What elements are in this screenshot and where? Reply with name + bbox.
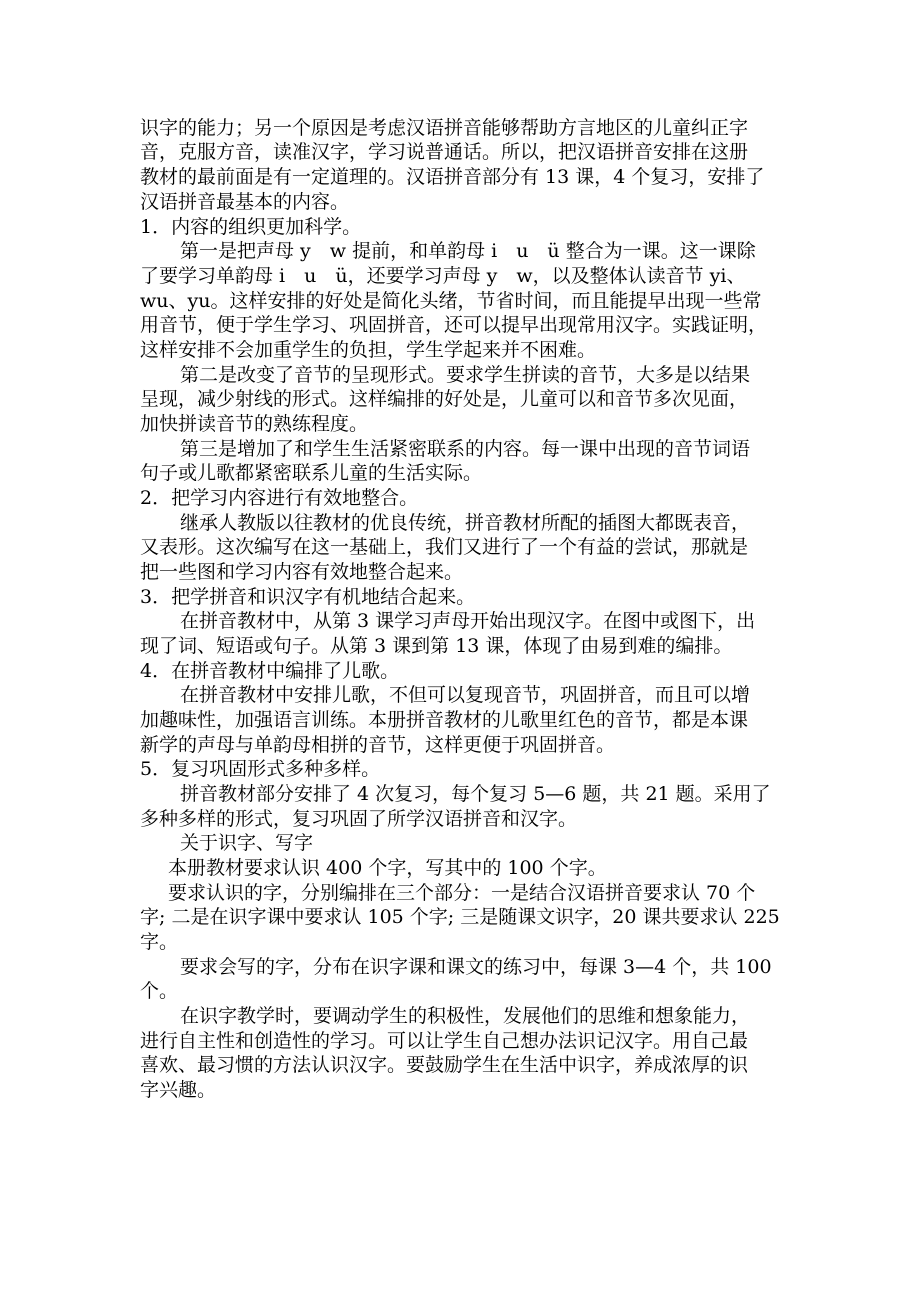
text-line: 字。 bbox=[140, 931, 179, 953]
text-line: 进行自主性和创造性的学习。可以让学生自己想办法识记汉字。用自己最 bbox=[140, 1030, 749, 1052]
text-line: 句子或儿歌都紧密联系儿童的生活实际。 bbox=[140, 462, 483, 484]
text-line: 拼音教材部分安排了 4 次复习，每个复习 5—6 题，共 21 题。采用了 bbox=[180, 783, 771, 805]
section-heading: 3．把学拼音和识汉字有机地结合起来。 bbox=[140, 586, 476, 608]
text-line: 这样安排不会加重学生的负担，学生学起来并不困难。 bbox=[140, 339, 597, 361]
text-line: 本册教材要求认识 400 个字，写其中的 100 个字。 bbox=[168, 857, 607, 879]
text-line: 呈现，减少射线的形式。这样编排的好处是，儿童可以和音节多次见面， bbox=[140, 388, 749, 410]
text-line: 识字的能力；另一个原因是考虑汉语拼音能够帮助方言地区的儿童纠正字 bbox=[140, 117, 749, 139]
text-line: 现了词、短语或句子。从第 3 课到第 13 课，体现了由易到难的编排。 bbox=[140, 635, 733, 657]
text-line: 用音节，便于学生学习、巩固拼音，还可以提早出现常用汉字。实践证明， bbox=[140, 314, 768, 336]
text-line: 加快拼读音节的熟练程度。 bbox=[140, 413, 369, 435]
text-line: 教材的最前面是有一定道理的。汉语拼音部分有 13 课，4 个复习，安排了 bbox=[140, 166, 765, 188]
text-line: 汉语拼音最基本的内容。 bbox=[140, 191, 350, 213]
text-line: 在拼音教材中安排儿歌，不但可以复现音节，巩固拼音，而且可以增 bbox=[180, 684, 751, 706]
text-line: 第二是改变了音节的呈现形式。要求学生拼读的音节，大多是以结果 bbox=[180, 364, 751, 386]
text-line: 又表形。这次编写在这一基础上，我们又进行了一个有益的尝试，那就是 bbox=[140, 536, 749, 558]
section-heading: 4．在拼音教材中编排了儿歌。 bbox=[140, 660, 400, 682]
text-line: 音，克服方音，读准汉字，学习说普通话。所以，把汉语拼音安排在这册 bbox=[140, 141, 749, 163]
text-line: 多种多样的形式，复习巩固了所学汉语拼音和汉字。 bbox=[140, 808, 578, 830]
text-line: 了要学习单韵母 i u ü，还要学习声母 y w，以及整体认读音节 yi、 bbox=[140, 265, 746, 287]
text-line: 要求会写的字，分布在识字课和课文的练习中，每课 3—4 个，共 100 bbox=[180, 956, 772, 978]
text-line: 字; 二是在识字课中要求认 105 个字; 三是随课文识字，20 课共要求认 225 bbox=[140, 906, 780, 928]
text-line: 要求认识的字，分别编排在三个部分：一是结合汉语拼音要求认 70 个 bbox=[168, 882, 756, 904]
text-line: 在拼音教材中，从第 3 课学习声母开始出现汉字。在图中或图下，出 bbox=[180, 610, 756, 632]
text-line: 在识字教学时，要调动学生的积极性，发展他们的思维和想象能力， bbox=[180, 1005, 751, 1027]
section-heading: 2．把学习内容进行有效地整合。 bbox=[140, 487, 419, 509]
text-line: 加趣味性，加强语言训练。本册拼音教材的儿歌里红色的音节，都是本课 bbox=[140, 709, 749, 731]
text-line: 个。 bbox=[140, 980, 179, 1002]
text-line: 新学的声母与单韵母相拼的音节，这样更便于巩固拼音。 bbox=[140, 734, 616, 756]
text-line: 把一些图和学习内容有效地整合起来。 bbox=[140, 561, 464, 583]
section-heading: 5．复习巩固形式多种多样。 bbox=[140, 758, 381, 780]
text-line: 继承人教版以往教材的优良传统，拼音教材所配的插图大都既表音， bbox=[180, 512, 751, 534]
section-heading: 关于识字、写字 bbox=[180, 832, 314, 854]
text-line: wu、yu。这样安排的好处是简化头绪，节省时间，而且能提早出现一些常 bbox=[140, 290, 762, 312]
text-line: 第一是把声母 y w 提前，和单韵母 i u ü 整合为一课。这一课除 bbox=[180, 240, 756, 262]
text-line: 字兴趣。 bbox=[140, 1079, 217, 1101]
section-heading: 1．内容的组织更加科学。 bbox=[140, 216, 362, 238]
text-line: 第三是增加了和学生生活紧密联系的内容。每一课中出现的音节词语 bbox=[180, 438, 751, 460]
text-line: 喜欢、最习惯的方法认识汉字。要鼓励学生在生活中识字，养成浓厚的识 bbox=[140, 1054, 749, 1076]
